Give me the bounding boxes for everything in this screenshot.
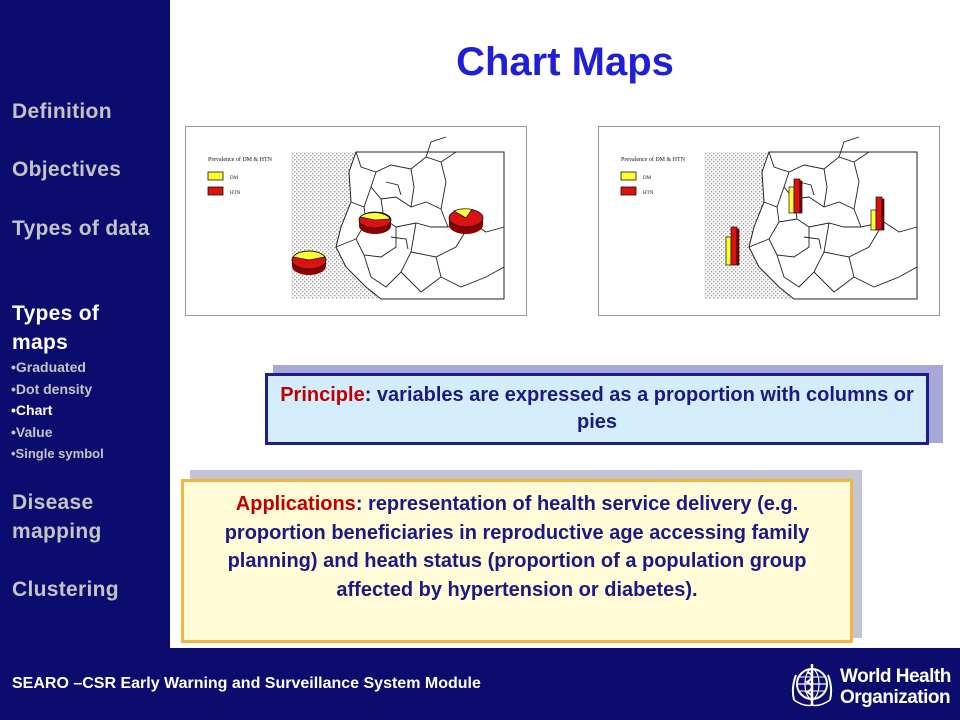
applications-box: [181, 479, 853, 643]
legend-htn-swatch: [208, 187, 223, 195]
legend-htn-label: HTN: [643, 191, 654, 196]
principle-box: [265, 373, 929, 445]
footer-text: SEARO –CSR Early Warning and Surveillance System Module: [12, 675, 481, 692]
sidebar-item-disease-mapping[interactable]: Disease mapping: [12, 491, 102, 543]
sidebar-subitem-graduated[interactable]: •Graduated: [11, 359, 86, 375]
sidebar-item-objectives[interactable]: Objectives: [12, 158, 122, 181]
legend-title: Prevalence of DM & HTN: [621, 157, 685, 163]
sidebar-subitems: [11, 357, 104, 465]
legend-htn-label: HTN: [230, 191, 241, 196]
legend-dm-swatch: [208, 172, 223, 180]
sidebar-subitem-single-symbol[interactable]: •Single symbol: [11, 446, 104, 461]
who-logo: [790, 658, 951, 715]
pie-marker-2: [359, 212, 391, 234]
land-area: [749, 152, 917, 299]
applications-label: Applications: [235, 493, 356, 515]
column-chart-map: [598, 126, 940, 316]
sidebar-item-definition[interactable]: Definition: [12, 100, 112, 123]
sidebar-subitem-chart[interactable]: •Chart: [11, 402, 53, 418]
pie-chart-map: [185, 126, 527, 316]
applications-text: : representation of health service delivery (e.g. proportion beneficiaries in reproductive age accessing family planning) and heath status (proportion of a population group affected by hypertension or diabetes).: [224, 493, 810, 601]
who-name-line2: Organization: [840, 687, 951, 708]
page-title: Chart Maps: [456, 40, 674, 84]
sidebar-item-types-of-data[interactable]: Types of data: [12, 217, 150, 240]
sidebar-subitem-value[interactable]: •Value: [11, 423, 53, 440]
legend-dm-label: DM: [643, 176, 652, 181]
legend-title: Prevalence of DM & HTN: [208, 157, 272, 163]
who-emblem-icon: [790, 658, 834, 710]
sidebar-item-clustering[interactable]: Clustering: [12, 578, 119, 601]
legend-dm-label: DM: [230, 176, 239, 181]
legend-dm-swatch: [621, 172, 636, 180]
principle-text: : variables are expressed as a proportion with columns or pies: [364, 384, 914, 433]
sidebar-item-types-of-maps[interactable]: Types of maps: [12, 302, 100, 354]
who-name-line1: World Health: [840, 666, 951, 687]
legend-htn-swatch: [621, 187, 636, 195]
pie-marker-3: [449, 209, 483, 234]
pie-marker-1: [292, 251, 326, 275]
sidebar-subitem-dot-density[interactable]: •Dot density: [11, 380, 93, 397]
sidebar: [0, 0, 170, 648]
principle-label: Principle: [280, 384, 365, 406]
footer: [0, 648, 960, 720]
